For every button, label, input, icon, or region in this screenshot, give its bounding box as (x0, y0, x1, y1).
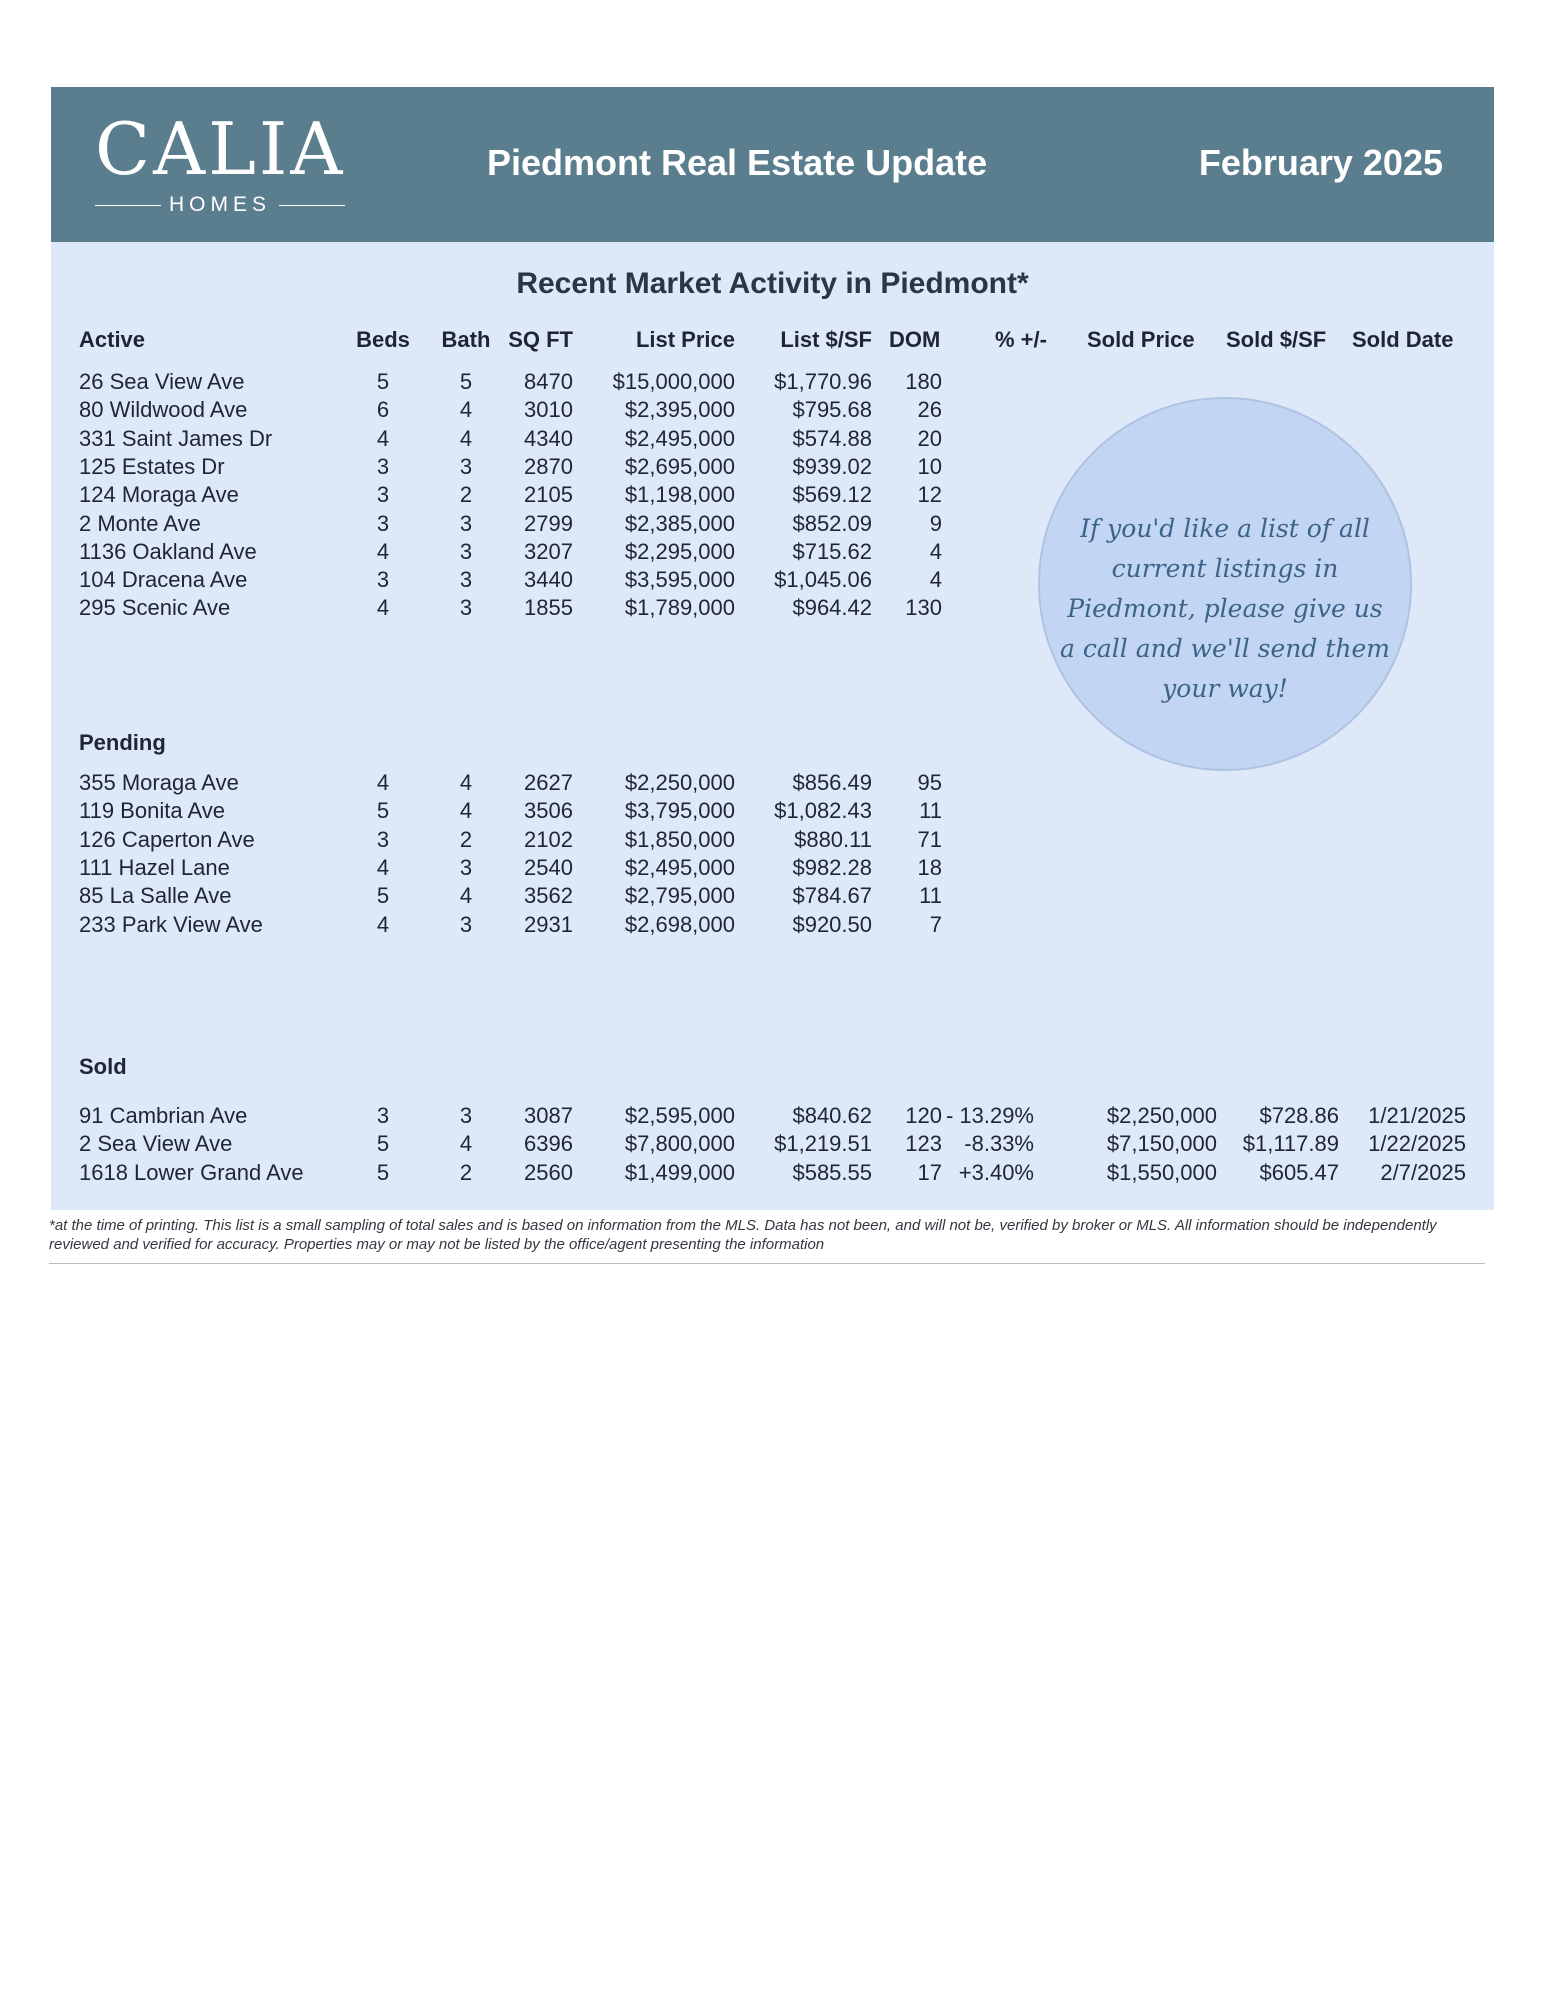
cell-sqft: 2870 (524, 453, 573, 479)
cell-bath: 5 (459, 369, 473, 394)
sold-group-label: Sold (79, 1054, 127, 1079)
bubble-message: If you'd like a list of all current listings in Piedmont, please give us a call and we'll send them your way! (1060, 514, 1390, 703)
cell-bath: 4 (459, 798, 473, 824)
table-row (51, 1159, 1494, 1187)
disclaimer: *at the time of printing. This list is a small sampling of total sales and is based on information from the MLS. Data has not been, and will not be, verified by broker or MLS. All information should be independently reviewed and verified for accuracy. Properties may or may not be listed by the office/agent presenting the information (49, 1217, 1437, 1253)
cell-sqft: 6396 (524, 1131, 573, 1157)
logo-rule-right (279, 205, 345, 206)
cell-beds: 4 (376, 911, 390, 937)
cell-list-psf: $852.09 (792, 510, 872, 536)
cell-dom: 12 (917, 482, 942, 508)
cell-dom: 17 (917, 1159, 942, 1185)
cell-dom: 7 (929, 911, 942, 937)
cell-sold-psf: $1,117.89 (1242, 1131, 1339, 1157)
cell-beds: 5 (376, 883, 390, 909)
cell-beds: 3 (376, 1103, 390, 1128)
cell-sqft: 3440 (524, 567, 573, 593)
table-row (51, 769, 1494, 797)
cell-list-price: $2,495,000 (624, 854, 735, 880)
cell-address: 91 Cambrian Ave (79, 1103, 248, 1128)
cell-list-price: $7,800,000 (624, 1131, 735, 1157)
cell-sqft: 3207 (524, 538, 573, 564)
cell-beds: 4 (376, 854, 390, 880)
cell-sold-price: $7,150,000 (1106, 1131, 1217, 1157)
cell-dom: 180 (905, 369, 942, 394)
cell-bath: 4 (459, 770, 473, 795)
table-row (51, 797, 1494, 825)
col-sold-date-header: Sold Date (1352, 327, 1454, 352)
cell-list-psf: $840.62 (792, 1103, 872, 1128)
cell-dom: 26 (917, 397, 942, 423)
cell-dom: 4 (929, 538, 942, 564)
cell-dom: 18 (917, 854, 942, 880)
cell-address: 1618 Lower Grand Ave (79, 1159, 304, 1185)
cell-beds: 3 (376, 510, 390, 536)
logo-wordmark: CALIA (95, 107, 346, 191)
cell-sqft: 3506 (524, 798, 573, 824)
cell-beds: 4 (376, 425, 390, 451)
section-title: Recent Market Activity in Piedmont* (516, 267, 1029, 300)
cell-beds: 3 (376, 453, 390, 479)
cell-beds: 5 (376, 798, 390, 824)
cell-sqft: 2540 (524, 854, 573, 880)
cell-bath: 2 (459, 1159, 473, 1185)
cell-sqft: 2102 (524, 826, 573, 852)
cell-list-psf: $856.49 (792, 770, 872, 795)
cell-list-price: $1,499,000 (624, 1159, 735, 1185)
cell-bath: 4 (459, 397, 473, 423)
table-header-row (51, 326, 1494, 354)
cell-address: 104 Dracena Ave (79, 567, 248, 593)
cell-list-psf: $1,219.51 (774, 1131, 872, 1157)
cell-list-psf: $1,045.06 (774, 567, 872, 593)
cell-list-price: $2,795,000 (624, 883, 735, 909)
table-row (51, 368, 1494, 396)
col-list-price-header: List Price (635, 327, 735, 352)
cell-bath: 3 (459, 1103, 473, 1128)
cell-bath: 3 (459, 453, 473, 479)
market-activity-panel (51, 242, 1494, 1210)
table-row (51, 854, 1494, 882)
cell-bath: 2 (459, 482, 473, 508)
cell-bath: 3 (459, 911, 473, 937)
cell-bath: 3 (459, 567, 473, 593)
cell-sqft: 2560 (524, 1159, 573, 1185)
col-sqft-header: SQ FT (508, 327, 573, 352)
cell-list-price: $3,595,000 (624, 567, 735, 593)
cell-list-price: $3,795,000 (624, 798, 735, 824)
cell-beds: 3 (376, 482, 390, 508)
col-sold-price-header: Sold Price (1087, 327, 1195, 352)
pending-group-label: Pending (79, 730, 166, 755)
cell-bath: 4 (459, 1131, 473, 1157)
cell-bath: 4 (459, 883, 473, 909)
cell-list-price: $15,000,000 (612, 369, 735, 394)
cell-dom: 11 (919, 798, 942, 824)
cell-sqft: 2105 (524, 482, 573, 508)
cell-address: 126 Caperton Ave (79, 826, 255, 852)
cell-address: 295 Scenic Ave (79, 595, 231, 621)
cell-dom: 11 (919, 883, 942, 909)
cell-bath: 2 (459, 826, 473, 852)
cell-dom: 20 (917, 425, 942, 451)
cell-sqft: 4340 (524, 425, 573, 451)
cell-beds: 3 (376, 826, 390, 852)
cell-pct: - 13.29% (945, 1103, 1034, 1128)
cell-list-price: $1,789,000 (624, 595, 735, 621)
cell-list-psf: $574.88 (792, 425, 872, 451)
cell-address: 111 Hazel Lane (79, 854, 230, 880)
cell-address: 125 Estates Dr (79, 453, 225, 479)
cell-list-psf: $939.02 (792, 453, 872, 479)
cell-dom: 9 (929, 510, 942, 536)
col-sold-psf-header: Sold $/SF (1226, 327, 1327, 352)
cell-sold-psf: $605.47 (1259, 1159, 1339, 1185)
cell-beds: 5 (376, 369, 390, 394)
cell-list-price: $2,385,000 (624, 510, 735, 536)
cell-dom: 4 (929, 567, 942, 593)
col-dom-header: DOM (889, 327, 941, 352)
cell-list-psf: $920.50 (792, 911, 872, 937)
cell-sold-price: $2,250,000 (1106, 1103, 1217, 1128)
cell-beds: 6 (376, 397, 390, 423)
table-row (51, 882, 1494, 910)
cell-dom: 120 (905, 1103, 942, 1128)
col-pct-header: % +/- (995, 327, 1047, 352)
cell-bath: 3 (459, 854, 473, 880)
cell-list-price: $1,198,000 (624, 482, 735, 508)
cell-address: 233 Park View Ave (79, 911, 263, 937)
cell-beds: 4 (376, 538, 390, 564)
cell-bath: 3 (459, 538, 473, 564)
cell-address: 2 Sea View Ave (79, 1131, 233, 1157)
cell-sqft: 3562 (524, 883, 573, 909)
cell-list-price: $2,698,000 (624, 911, 735, 937)
table-row (51, 1130, 1494, 1158)
cell-list-psf: $795.68 (792, 397, 872, 423)
cell-beds: 4 (376, 595, 390, 621)
cell-dom: 10 (917, 453, 942, 479)
cell-dom: 130 (905, 595, 942, 621)
cell-sqft: 3087 (524, 1103, 573, 1128)
page-title: Piedmont Real Estate Update (487, 142, 988, 183)
col-bath-header: Bath (441, 327, 491, 352)
cell-dom: 71 (917, 826, 942, 852)
cell-sold-date: 1/22/2025 (1368, 1131, 1466, 1157)
table-row (51, 826, 1494, 854)
cell-sqft: 2799 (524, 510, 573, 536)
cell-address: 355 Moraga Ave (79, 770, 239, 795)
cell-address: 1136 Oakland Ave (79, 538, 257, 564)
cell-list-price: $2,295,000 (624, 538, 735, 564)
cell-list-psf: $1,770.96 (774, 369, 872, 394)
cell-list-psf: $585.55 (792, 1159, 872, 1185)
cell-pct: -8.33% (964, 1131, 1034, 1157)
cell-bath: 3 (459, 595, 473, 621)
cell-address: 85 La Salle Ave (79, 883, 232, 909)
col-list-psf-header: List $/SF (780, 327, 872, 352)
cell-address: 331 Saint James Dr (79, 425, 273, 451)
cell-sold-price: $1,550,000 (1106, 1159, 1217, 1185)
cell-list-psf: $1,082.43 (774, 798, 872, 824)
cell-bath: 3 (459, 510, 473, 536)
cell-list-price: $1,850,000 (624, 826, 735, 852)
cell-beds: 4 (376, 770, 390, 795)
cell-list-psf: $880.11 (794, 826, 872, 852)
cell-list-psf: $715.62 (792, 538, 872, 564)
col-active-header: Active (79, 327, 146, 352)
cell-list-psf: $982.28 (792, 854, 872, 880)
table-row (51, 1102, 1494, 1130)
col-beds-header: Beds (356, 327, 410, 352)
cell-address: 119 Bonita Ave (79, 798, 225, 824)
cell-beds: 5 (376, 1159, 390, 1185)
report-date: February 2025 (1198, 142, 1443, 183)
cell-beds: 3 (376, 567, 390, 593)
cell-address: 2 Monte Ave (79, 510, 201, 536)
calia-homes-logo (95, 107, 346, 216)
cell-sqft: 8470 (524, 369, 573, 394)
cell-sold-psf: $728.86 (1259, 1103, 1339, 1128)
cell-sqft: 1855 (524, 595, 573, 621)
cell-beds: 5 (376, 1131, 390, 1157)
cell-address: 26 Sea View Ave (79, 369, 245, 394)
cell-dom: 123 (905, 1131, 942, 1157)
cell-address: 124 Moraga Ave (79, 482, 239, 508)
cell-list-psf: $964.42 (792, 595, 872, 621)
cell-sqft: 3010 (524, 397, 573, 423)
cell-sold-date: 2/7/2025 (1380, 1159, 1466, 1185)
cell-list-psf: $784.67 (792, 883, 872, 909)
cell-list-price: $2,595,000 (624, 1103, 735, 1128)
cell-sold-date: 1/21/2025 (1368, 1103, 1466, 1128)
cell-sqft: 2627 (524, 770, 573, 795)
bottom-rule (49, 1263, 1485, 1264)
cell-sqft: 2931 (524, 911, 573, 937)
call-us-bubble (1038, 397, 1412, 771)
cell-pct: +3.40% (958, 1159, 1034, 1185)
cell-list-price: $2,250,000 (624, 770, 735, 795)
table-row (51, 911, 1494, 939)
cell-address: 80 Wildwood Ave (79, 397, 248, 423)
cell-dom: 95 (917, 770, 942, 795)
cell-list-price: $2,395,000 (624, 397, 735, 423)
cell-bath: 4 (459, 425, 473, 451)
logo-subtitle: HOMES (168, 193, 271, 216)
header-banner (51, 87, 1494, 242)
cell-list-psf: $569.12 (792, 482, 872, 508)
cell-list-price: $2,695,000 (624, 453, 735, 479)
cell-list-price: $2,495,000 (624, 425, 735, 451)
